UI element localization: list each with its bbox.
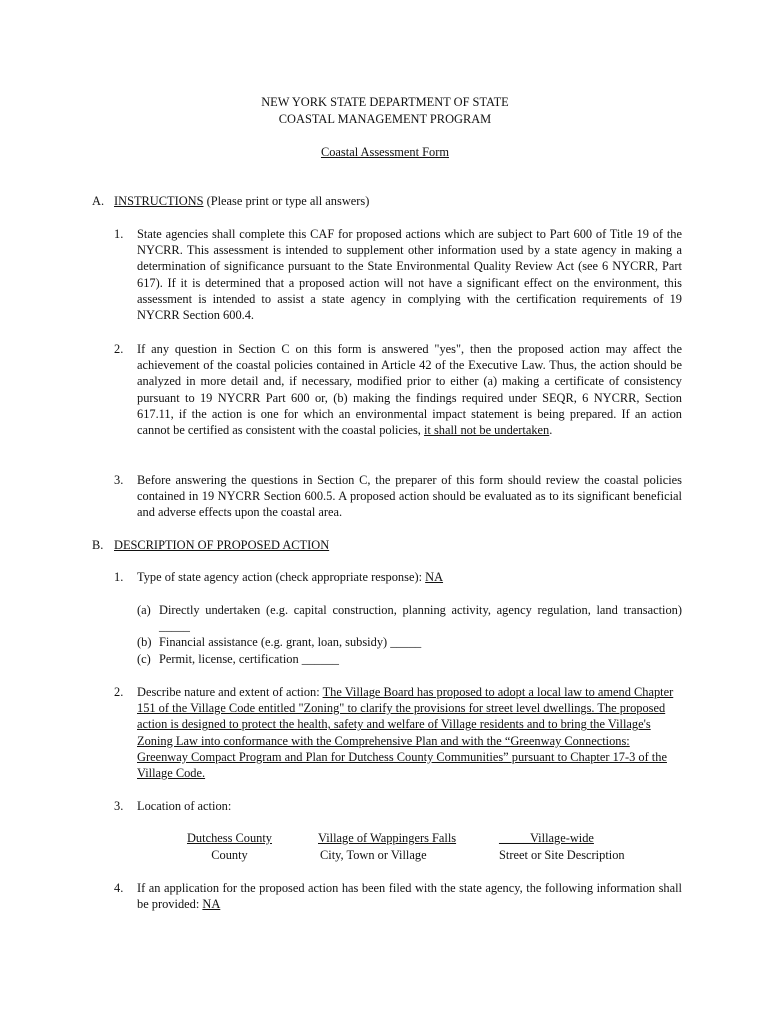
item-number: 1. [114,227,124,241]
item-number: 2. [114,685,124,699]
location-county [172,830,287,863]
option-b [137,634,682,650]
item-text: State agencies shall complete this CAF for proposed actions which are subject to Part 600 of Title 19 of the NYCRR. This assessment is intended to supplement other information used by a state agency in making a determination of significance pursuant to the State Environmental Quality Review Act (see 6 NYCRR, Part 617). If it is determined that a proposed action will not have a significant effect on the environment, this assessment is intended to assist a state agency in complying with the certification requirements of 19 NYCRR Section 600.4. [137,227,682,323]
item-number: 3. [114,473,124,487]
option-a [137,602,682,634]
section-a-letter: A. [92,194,105,208]
question-3 [114,798,682,814]
question-4-text: If an application for the proposed action has been filed with the state agency, the following information shall be provided: [137,881,682,912]
option-text: Permit, license, certification ______ [159,651,339,666]
section-a-title: INSTRUCTIONS [114,194,204,208]
instruction-item-2 [114,341,682,438]
section-a-note: (Please print or type all answers) [203,194,370,208]
item-text [137,341,682,438]
section-a-heading [92,193,692,209]
street-label: Street or Site Description [499,847,625,862]
item-number: 4. [114,881,124,895]
question-1-text: Type of state agency action (check appropriate response): [137,570,426,584]
header-line-1: NEW YORK STATE DEPARTMENT OF STATE [261,95,509,109]
location-street [499,830,659,863]
option-text: Financial assistance (e.g. grant, loan, subsidy) _____ [159,635,422,650]
item-text-tail: . [549,423,553,438]
section-b-heading [92,537,692,553]
question-3-text: Location of action: [137,799,232,813]
header-line-2: COASTAL MANAGEMENT PROGRAM [278,111,492,126]
item-number: 2. [114,342,124,356]
question-text [137,880,682,912]
question-text [137,569,682,585]
question-1-answer: NA [425,570,444,584]
item-text: Before answering the questions in Section C, the preparer of this form should review the coastal policies contained in 19 NYCRR Section 600.5. A proposed action should be evaluated as to its significant beneficial and adverse effects upon the coastal area. [137,473,682,520]
county-value: Dutchess County [186,831,272,845]
option-label: (a) [137,603,151,617]
item-number: 3. [114,799,124,813]
question-text [137,684,682,781]
form-title [0,144,770,160]
city-value: Village of Wappingers Falls [318,831,457,845]
question-1 [114,569,682,585]
option-label: (c) [137,651,151,666]
question-2-text: Describe nature and extent of action: [137,685,323,699]
document-header [0,94,770,127]
form-title-text: Coastal Assessment Form [320,145,450,159]
question-2 [114,684,682,781]
item-number: 1. [114,570,124,584]
section-b-title: DESCRIPTION OF PROPOSED ACTION [114,538,330,552]
county-label: County [211,847,248,862]
option-text: Directly undertaken (e.g. capital construction, planning activity, agency regulation, land transaction) _____ [159,603,682,634]
option-label: (b) [137,635,152,650]
street-value: _____Village-wide [499,831,594,845]
city-label: City, Town or Village [320,847,427,862]
instruction-item-3 [114,472,682,521]
action-type-options [137,602,682,667]
question-2-answer: The Village Board has proposed to adopt a local law to amend Chapter 151 of the Village Code entitled "Zoning" to clarify the provisions for street level dwellings. The proposed action is designed to protect the health, safety and welfare of Village residents and to bring the Village's Zoning Law into conformance with the Comprehensive Plan and with the “Greenway Connections: Greenway Compact Program and Plan for Dutchess County Communities” pursuant to Chapter 17-3 of the Village Code. [137,685,674,781]
option-c [137,651,682,667]
location-city [318,830,488,863]
section-b-letter: B. [92,538,104,552]
item-text-underlined: it shall not be undertaken [423,423,550,438]
question-4-answer: NA [202,897,221,912]
instruction-item-1 [114,226,682,323]
question-4 [114,880,682,912]
item-text-main: If any question in Section C on this form is answered "yes", then the proposed action may affect the achievement of the coastal policies contained in Article 42 of the Executive Law. Thus, the action should be analyzed in more detail and, if necessary, modified prior to either (a) making a certificate of consistency pursuant to 19 NYCRR Part 600 or, (b) making the findings required under SEQR, 6 NYCRR, Section 617.11, if the action is one for which an environmental impact statement is being prepared. If an action cannot be certified as consistent with the coastal policies, [137,342,682,438]
